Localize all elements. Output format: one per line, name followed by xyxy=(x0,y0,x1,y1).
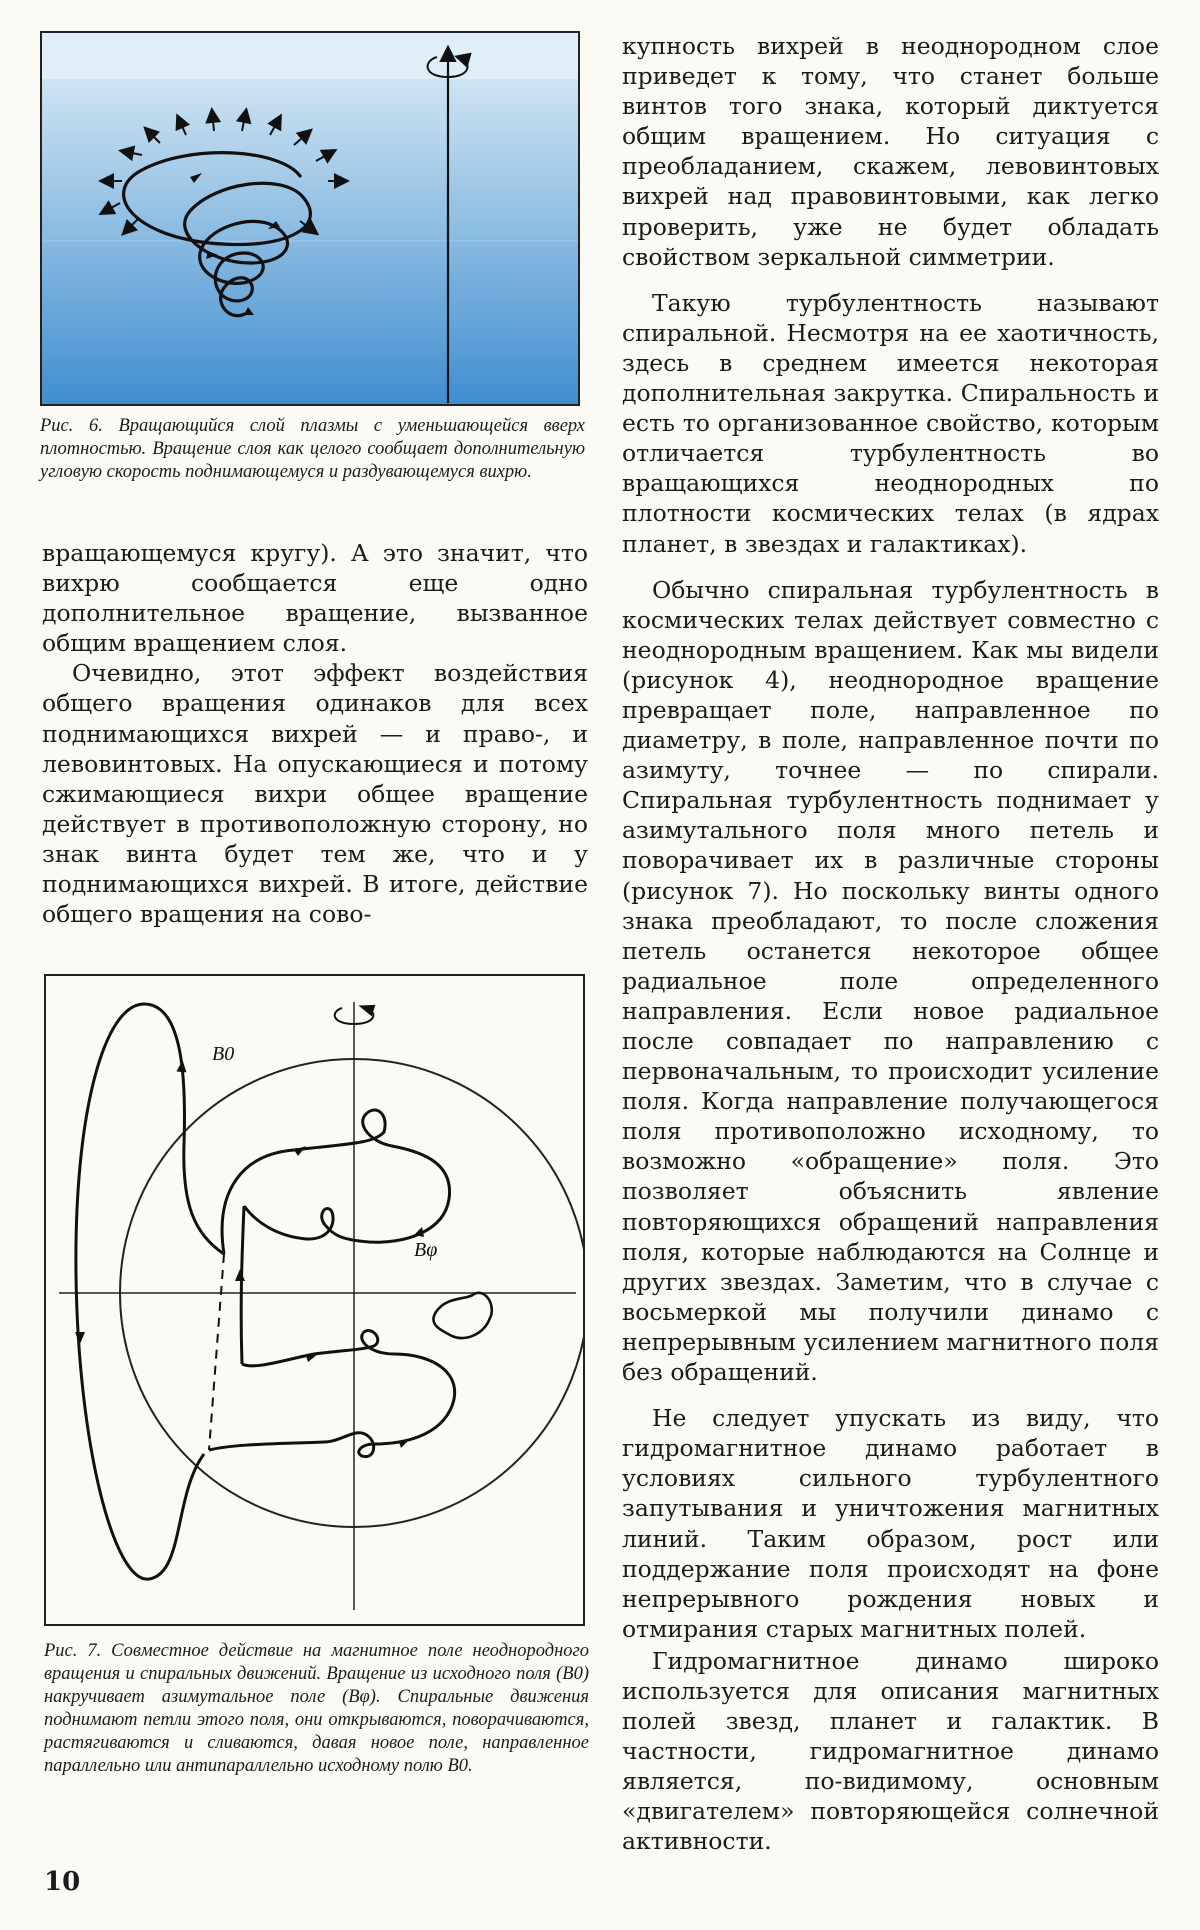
left-paragraph: Очевидно, этот эффект воздействия общего вращения одинаков для всех поднимающихся вихрей — и право-, и левовинтовых. На опускающиеся и потому сжимающиеся вихри общее вращение действует в противоположную сторону, но знак винта будет тем же, что и у поднимающихся вихрей. В итоге, действие общего вращения на сово- xyxy=(42,659,588,929)
right-paragraph: Такую турбулентность называют спиральной. Несмотря на ее хаотичность, здесь в среднем имеется некоторая дополнительная закрутка. Спиральность и есть то организованное свойство, которым отличается турбулентность во вращающихся неоднородных по плотности космических телах (в ядрах планет, в звездах и галактиках). xyxy=(622,288,1159,558)
figure-6-caption: Рис. 6. Вращающийся слой плазмы с уменьшающейся вверх плотностью. Вращение слоя как целого сообщает дополнительную угловую скорость поднимающемуся и раздувающемуся вихрю. xyxy=(40,416,585,482)
figure-6-illustration xyxy=(40,31,580,406)
left-paragraph: вращающемуся кругу). А это значит, что вихрю сообщается еще одно дополнительное вращение, вызванное общим вращением слоя. xyxy=(42,539,588,658)
right-paragraph: Гидромагнитное динамо широко используется для описания магнитных полей звезд, планет и галактик. В частности, гидромагнитное динамо является, по-видимому, основным «двигателем» повторяющейся солнечной активности. xyxy=(622,1646,1159,1856)
figure-7-frame xyxy=(45,975,584,1625)
right-paragraph: купность вихрей в неоднородном слое приведет к тому, что станет больше винтов того знака, который диктуется общим вращением. Но ситуация с преобладанием, скажем, левовинтовых вихрей над правовинтовыми, как легко проверить, уже не будет обладать свойством зеркальной симметрии. xyxy=(622,32,1159,271)
figure-7 xyxy=(44,974,585,1626)
right-column xyxy=(622,31,1159,1857)
page-number: 10 xyxy=(44,1867,81,1897)
label-b0: B0 xyxy=(212,1043,235,1065)
figure-6 xyxy=(40,31,580,406)
figure-7-diagram xyxy=(44,974,585,1626)
figure-7-caption: Рис. 7. Совместное действие на магнитное поле неоднородного вращения и спиральных движений. Вращение из исходного поля (B0) накручивает азимутальное поле (Bφ). Спиральные движения поднимают петли этого поля, они открываются, поворачиваются, растягиваются и сливаются, давая новое поле, направленное параллельно или антипараллельно исходному полю B0. xyxy=(44,1641,589,1776)
right-paragraph: Обычно спиральная турбулентность в космических телах действует совместно с неоднородным вращением. Как мы видели (рисунок 4), неоднородное вращение превращает поле, направленное по диаметру, в поле, направленное почти по азимуту, точнее — по спирали. Спиральная турбулентность поднимает у азимутального поля много петель и поворачивает их в различные стороны (рисунок 7). Но поскольку винты одного знака преобладают, то после сложения петель останется некоторое общее радиальное поле определенного направления. Если новое радиальное после совпадает по направлению с первоначальным, то происходит усиление поля. Когда направление получающегося поля противоположно исходному, то возможно «обращение» поля. Это позволяет объяснить явление повторяющихся обращений направления поля, которые наблюдаются на Солнце и других звездах. Заметим, что в случае с восьмеркой мы получили динамо с непрерывным усилением магнитного поля без обращений. xyxy=(622,575,1159,1387)
sky-band xyxy=(40,31,580,79)
right-paragraph: Не следует упускать из виду, что гидромагнитное динамо работает в условиях сильного турбулентного запутывания и уничтожения магнитных линий. Таким образом, рост или поддержание поля происходят на фоне непрерывного рождения новых и отмирания старых магнитных полей. xyxy=(622,1404,1159,1643)
water-layer xyxy=(40,79,580,406)
label-b-phi: Bφ xyxy=(414,1239,438,1261)
left-column xyxy=(42,538,588,929)
